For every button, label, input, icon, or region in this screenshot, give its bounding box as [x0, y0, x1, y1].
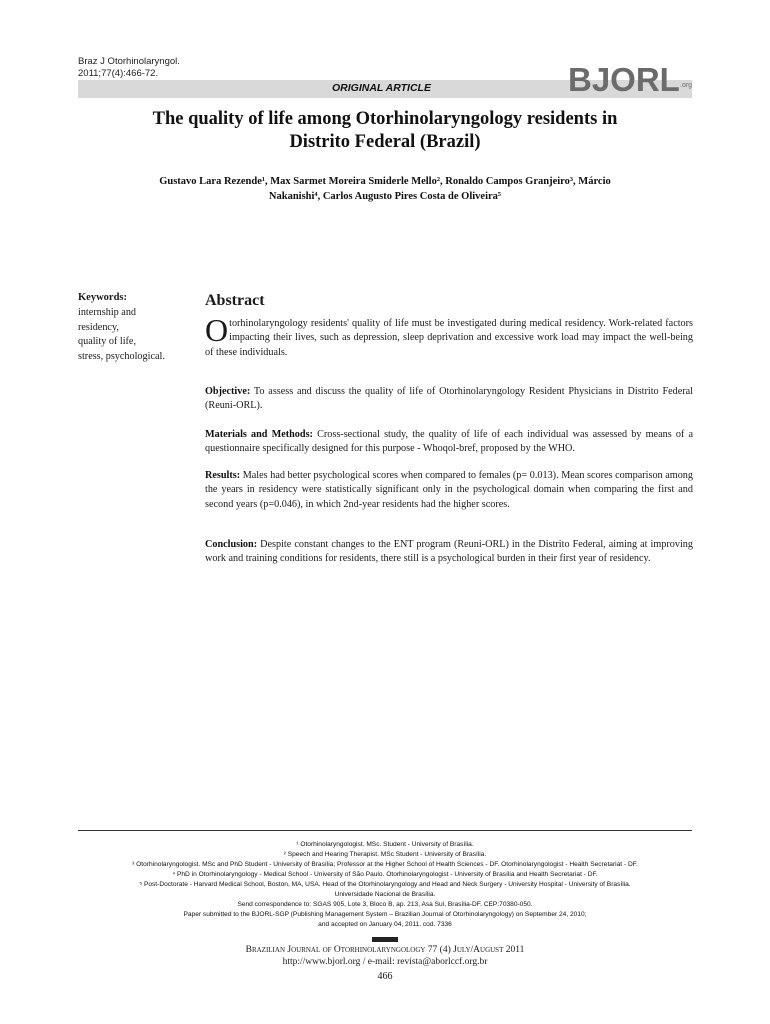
- footnote: and accepted on January 04, 2011. cod. 7336: [318, 921, 452, 928]
- title-line-1: The quality of life among Otorhinolaryngology residents in: [152, 109, 618, 129]
- author-list: [90, 174, 680, 204]
- keywords-list: [78, 306, 165, 364]
- footnote: ³ Otorhinolaryngologist. MSc and PhD Student - University of Brasília; Professor at the Higher School of Health Sciences - DF. Otorhinolaryngologist - Health Secretariat - DF.: [132, 861, 638, 868]
- keyword-item: quality of life,: [78, 336, 136, 347]
- objective-text: To assess and discuss the quality of life of Otorhinolaryngology Resident Physicians in Distrito Federal (Reuni-ORL).: [205, 386, 693, 412]
- footnotes: [78, 840, 692, 930]
- footnote: Send correspondence to: SGAS 905, Lote 3, Bloco B, ap. 213, Asa Sul, Brasília-DF. CEP:70380-050.: [237, 901, 533, 908]
- keywords-heading: Keywords:: [78, 292, 127, 303]
- results-text: Males had better psychological scores when compared to females (p= 0.013). Mean scores comparison among the years in residency were statistically significant only in the psychological domain when comparing the first and second years (p=0.046), in which 2nd-year residents had the higher scores.: [205, 470, 693, 510]
- journal-logo-suffix: .org: [680, 82, 693, 89]
- methods-text: Cross-sectional study, the quality of life of each individual was assessed by means of a questionnaire specifically designed for this purpose - Whoqol-bref, proposed by the WHO.: [205, 429, 693, 455]
- abstract-objective: [205, 385, 693, 414]
- footer-urls: http://www.bjorl.org / e-mail: revista@aborlccf.org.br: [282, 957, 488, 967]
- footnote: ⁵ Post-Doctorate - Harvard Medical School, Boston, MA, USA. Head of the Otorhinolaryngology and Head and Neck Surgery - University Hospital - University of Brasília.: [139, 881, 631, 888]
- drop-cap: O: [205, 312, 229, 348]
- keyword-item: residency,: [78, 321, 119, 333]
- methods-label: Materials and Methods:: [205, 429, 313, 440]
- footnote-divider: [78, 830, 692, 831]
- footnote: Universidade Nacional de Brasília.: [334, 891, 436, 898]
- footnote: ⁴ PhD in Otorhinolaryngology - Medical School - University of São Paulo. Otorhinolaryngologist - University of Brasília and Health Secretariat - DF.: [172, 871, 598, 878]
- abstract-methods: [205, 428, 693, 457]
- citation-line-2: 2011;77(4):466-72.: [78, 68, 159, 79]
- footnote: ² Speech and Hearing Therapist. MSc Student - University of Brasília.: [283, 851, 487, 858]
- footer-journal: Brazilian Journal of Otorhinolaryngology 77 (4) July/August 2011: [245, 945, 525, 955]
- page-number: 466: [377, 971, 393, 982]
- objective-label: Objective:: [205, 386, 251, 397]
- conclusion-label: Conclusion:: [205, 539, 258, 550]
- abstract-intro: [205, 312, 693, 360]
- title-line-2: Distrito Federal (Brazil): [289, 132, 481, 152]
- journal-logo: BJORL: [568, 61, 680, 98]
- abstract-results: [205, 469, 693, 512]
- conclusion-text: Despite constant changes to the ENT program (Reuni-ORL) in the Distrito Federal, aiming at improving work and training conditions for residents, there still is a psychological burden in their first year of residency.: [205, 539, 693, 565]
- journal-citation: [78, 56, 180, 80]
- authors-line-1: Gustavo Lara Rezende¹, Max Sarmet Moreira Smiderle Mello², Ronaldo Campos Granjeiro³, Márcio: [159, 176, 611, 187]
- abstract-heading: Abstract: [205, 292, 265, 309]
- results-label: Results:: [205, 470, 241, 481]
- footnote: ¹ Otorhinolaryngologist. MSc. Student - University of Brasília.: [296, 841, 474, 848]
- section-label: ORIGINAL ARTICLE: [332, 82, 431, 94]
- citation-line-1: Braz J Otorhinolaryngol.: [78, 56, 180, 67]
- keyword-item: stress, psychological.: [78, 350, 165, 362]
- footnote: Paper submitted to the BJORL-SGP (Publishing Management System – Brazilian Journal of Otorhinolaryngology) on September 24, 2010;: [183, 911, 587, 918]
- abstract-intro-text: torhinolaryngology residents' quality of life must be investigated during medical residency. Work-related factors impacting their lives, such as depression, sleep deprivation and excessive work load may impact the well-being of these individuals.: [205, 318, 693, 358]
- keyword-item: internship and: [78, 307, 137, 318]
- article-title: [78, 108, 692, 154]
- footer-mark: [372, 937, 398, 942]
- abstract-conclusion: [205, 538, 693, 567]
- authors-line-2: Nakanishi⁴, Carlos Augusto Pires Costa de Oliveira⁵: [268, 191, 502, 202]
